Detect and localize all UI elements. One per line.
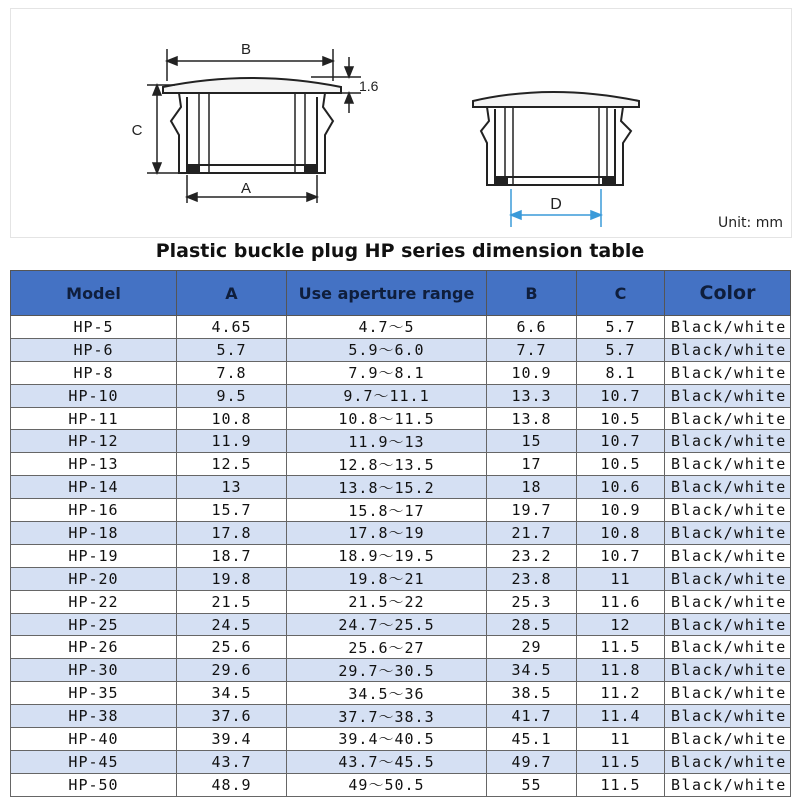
- cell-model: HP-14: [11, 476, 177, 499]
- cell-aperture-range: 25.6～27: [287, 636, 487, 659]
- cell-a: 4.65: [177, 316, 287, 339]
- cell-aperture-range: 17.8～19: [287, 522, 487, 545]
- cell-c: 10.5: [577, 453, 665, 476]
- cell-aperture-range: 15.8～17: [287, 499, 487, 522]
- cell-aperture-range: 34.5～36: [287, 682, 487, 705]
- cell-b: 45.1: [487, 728, 577, 751]
- cell-color: Black/white: [665, 316, 791, 339]
- plug-installed-view: [473, 92, 639, 185]
- cell-a: 29.6: [177, 659, 287, 682]
- cell-model: HP-30: [11, 659, 177, 682]
- cell-model: HP-26: [11, 636, 177, 659]
- cell-c: 11.5: [577, 750, 665, 773]
- cell-model: HP-5: [11, 316, 177, 339]
- table-row: [11, 384, 791, 407]
- plug-side-view: [163, 78, 341, 173]
- dimension-table-container: [10, 270, 790, 797]
- table-row: [11, 659, 791, 682]
- cell-model: HP-40: [11, 728, 177, 751]
- header-c: C: [577, 271, 665, 316]
- cell-a: 10.8: [177, 407, 287, 430]
- cell-aperture-range: 37.7～38.3: [287, 705, 487, 728]
- dimension-b-label: B: [240, 41, 252, 58]
- cell-b: 7.7: [487, 338, 577, 361]
- table-row: [11, 544, 791, 567]
- table-row: [11, 773, 791, 796]
- cell-aperture-range: 10.8～11.5: [287, 407, 487, 430]
- table-row: [11, 361, 791, 384]
- cell-aperture-range: 39.4～40.5: [287, 728, 487, 751]
- cell-color: Black/white: [665, 705, 791, 728]
- cell-color: Black/white: [665, 682, 791, 705]
- cell-a: 43.7: [177, 750, 287, 773]
- cell-c: 10.6: [577, 476, 665, 499]
- cell-a: 24.5: [177, 613, 287, 636]
- cell-color: Black/white: [665, 590, 791, 613]
- cell-color: Black/white: [665, 544, 791, 567]
- cell-a: 34.5: [177, 682, 287, 705]
- dimension-thickness-label: 1.6: [359, 78, 379, 94]
- cell-c: 11.4: [577, 705, 665, 728]
- cell-color: Black/white: [665, 659, 791, 682]
- cell-b: 38.5: [487, 682, 577, 705]
- cell-model: HP-50: [11, 773, 177, 796]
- cell-a: 25.6: [177, 636, 287, 659]
- cell-c: 11.5: [577, 636, 665, 659]
- cell-b: 15: [487, 430, 577, 453]
- cell-c: 10.7: [577, 544, 665, 567]
- cell-b: 29: [487, 636, 577, 659]
- cell-a: 13: [177, 476, 287, 499]
- cell-c: 5.7: [577, 338, 665, 361]
- cell-a: 7.8: [177, 361, 287, 384]
- cell-c: 11.6: [577, 590, 665, 613]
- cell-model: HP-38: [11, 705, 177, 728]
- cell-color: Black/white: [665, 567, 791, 590]
- cell-color: Black/white: [665, 636, 791, 659]
- cell-aperture-range: 24.7～25.5: [287, 613, 487, 636]
- cell-b: 49.7: [487, 750, 577, 773]
- table-row: [11, 338, 791, 361]
- cell-b: 34.5: [487, 659, 577, 682]
- cell-aperture-range: 11.9～13: [287, 430, 487, 453]
- cell-b: 25.3: [487, 590, 577, 613]
- cell-color: Black/white: [665, 750, 791, 773]
- cell-aperture-range: 19.8～21: [287, 567, 487, 590]
- table-row: [11, 682, 791, 705]
- cell-aperture-range: 21.5～22: [287, 590, 487, 613]
- cell-aperture-range: 29.7～30.5: [287, 659, 487, 682]
- cell-b: 18: [487, 476, 577, 499]
- cell-b: 55: [487, 773, 577, 796]
- table-row: [11, 750, 791, 773]
- table-row: [11, 453, 791, 476]
- header-b: B: [487, 271, 577, 316]
- cell-a: 9.5: [177, 384, 287, 407]
- cell-a: 12.5: [177, 453, 287, 476]
- table-row: [11, 522, 791, 545]
- cell-aperture-range: 49～50.5: [287, 773, 487, 796]
- cell-model: HP-13: [11, 453, 177, 476]
- cell-color: Black/white: [665, 499, 791, 522]
- cell-color: Black/white: [665, 522, 791, 545]
- cell-b: 23.8: [487, 567, 577, 590]
- dimension-c-label: C: [131, 122, 143, 139]
- cell-b: 10.9: [487, 361, 577, 384]
- cell-aperture-range: 4.7～5: [287, 316, 487, 339]
- cell-b: 41.7: [487, 705, 577, 728]
- cell-c: 10.7: [577, 384, 665, 407]
- cell-aperture-range: 13.8～15.2: [287, 476, 487, 499]
- table-row: [11, 316, 791, 339]
- cell-c: 10.5: [577, 407, 665, 430]
- cell-color: Black/white: [665, 613, 791, 636]
- table-header-row: [11, 271, 791, 316]
- header-a: A: [177, 271, 287, 316]
- cell-c: 11: [577, 728, 665, 751]
- cell-aperture-range: 5.9～6.0: [287, 338, 487, 361]
- cell-c: 12: [577, 613, 665, 636]
- cell-a: 48.9: [177, 773, 287, 796]
- cell-b: 6.6: [487, 316, 577, 339]
- cell-color: Black/white: [665, 338, 791, 361]
- cell-model: HP-19: [11, 544, 177, 567]
- cell-model: HP-11: [11, 407, 177, 430]
- cell-b: 13.3: [487, 384, 577, 407]
- cell-b: 17: [487, 453, 577, 476]
- cell-aperture-range: 43.7～45.5: [287, 750, 487, 773]
- cell-color: Black/white: [665, 407, 791, 430]
- header-color: Color: [665, 271, 791, 316]
- header-aperture-range: Use aperture range: [287, 271, 487, 316]
- cell-model: HP-20: [11, 567, 177, 590]
- cell-b: 23.2: [487, 544, 577, 567]
- cell-aperture-range: 7.9～8.1: [287, 361, 487, 384]
- cell-model: HP-8: [11, 361, 177, 384]
- cell-a: 15.7: [177, 499, 287, 522]
- table-title: Plastic buckle plug HP series dimension table: [155, 240, 645, 262]
- cell-a: 39.4: [177, 728, 287, 751]
- dimension-d-label: D: [550, 196, 562, 213]
- cell-color: Black/white: [665, 430, 791, 453]
- cell-b: 13.8: [487, 407, 577, 430]
- table-row: [11, 705, 791, 728]
- table-row: [11, 567, 791, 590]
- cell-aperture-range: 9.7～11.1: [287, 384, 487, 407]
- cell-a: 5.7: [177, 338, 287, 361]
- table-row: [11, 476, 791, 499]
- cell-model: HP-16: [11, 499, 177, 522]
- table-row: [11, 499, 791, 522]
- cell-model: HP-35: [11, 682, 177, 705]
- cell-a: 11.9: [177, 430, 287, 453]
- cell-a: 37.6: [177, 705, 287, 728]
- cell-color: Black/white: [665, 453, 791, 476]
- technical-drawing-panel: [10, 8, 792, 238]
- cell-c: 5.7: [577, 316, 665, 339]
- cell-aperture-range: 18.9～19.5: [287, 544, 487, 567]
- cell-c: 11: [577, 567, 665, 590]
- cell-model: HP-45: [11, 750, 177, 773]
- table-row: [11, 728, 791, 751]
- table-row: [11, 613, 791, 636]
- dimension-a-line: [187, 175, 317, 203]
- dimension-table: [10, 270, 791, 797]
- cell-color: Black/white: [665, 728, 791, 751]
- cell-b: 19.7: [487, 499, 577, 522]
- cell-c: 10.7: [577, 430, 665, 453]
- cell-c: 8.1: [577, 361, 665, 384]
- cell-a: 21.5: [177, 590, 287, 613]
- cell-model: HP-10: [11, 384, 177, 407]
- cell-a: 17.8: [177, 522, 287, 545]
- cell-color: Black/white: [665, 384, 791, 407]
- table-row: [11, 636, 791, 659]
- cell-color: Black/white: [665, 361, 791, 384]
- cell-a: 18.7: [177, 544, 287, 567]
- dimension-a-label: A: [240, 180, 252, 197]
- cell-model: HP-18: [11, 522, 177, 545]
- cell-b: 28.5: [487, 613, 577, 636]
- cell-model: HP-25: [11, 613, 177, 636]
- cell-c: 11.2: [577, 682, 665, 705]
- cell-a: 19.8: [177, 567, 287, 590]
- cell-model: HP-6: [11, 338, 177, 361]
- cell-color: Black/white: [665, 773, 791, 796]
- table-row: [11, 590, 791, 613]
- cell-c: 10.8: [577, 522, 665, 545]
- cell-b: 21.7: [487, 522, 577, 545]
- cell-c: 11.8: [577, 659, 665, 682]
- cell-c: 10.9: [577, 499, 665, 522]
- cell-color: Black/white: [665, 476, 791, 499]
- header-model: Model: [11, 271, 177, 316]
- cell-model: HP-22: [11, 590, 177, 613]
- plug-dimension-drawing: [11, 9, 791, 237]
- table-row: [11, 430, 791, 453]
- unit-label: Unit: mm: [718, 215, 783, 231]
- table-row: [11, 407, 791, 430]
- cell-c: 11.5: [577, 773, 665, 796]
- cell-model: HP-12: [11, 430, 177, 453]
- table-body: [11, 316, 791, 797]
- cell-aperture-range: 12.8～13.5: [287, 453, 487, 476]
